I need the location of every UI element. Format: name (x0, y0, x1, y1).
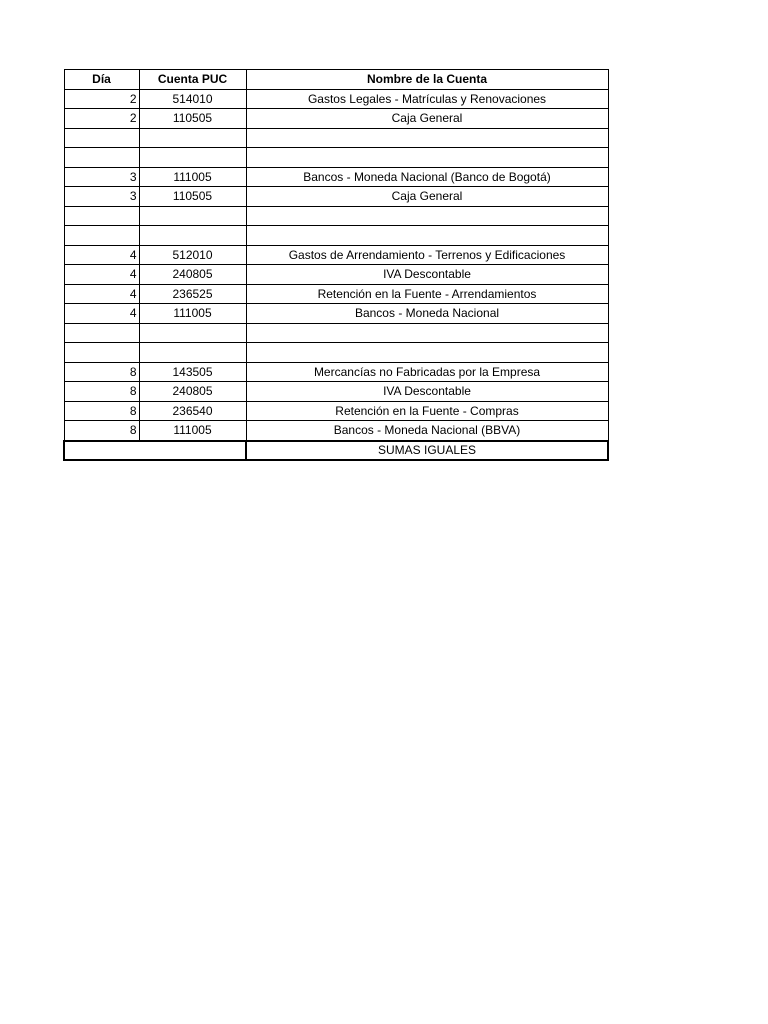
cuenta-cell: 240805 (139, 265, 246, 285)
dia-cell: 8 (64, 401, 139, 421)
nombre-cell: Bancos - Moneda Nacional (Banco de Bogotá) (246, 167, 608, 187)
totals-row (64, 441, 608, 460)
dia-cell: 4 (64, 304, 139, 324)
cuenta-cell: 111005 (139, 421, 246, 441)
cuenta-cell: 111005 (139, 167, 246, 187)
nombre-cell: Bancos - Moneda Nacional (BBVA) (246, 421, 608, 441)
nombre-cell (246, 343, 608, 363)
totals-blank-cell (64, 441, 246, 460)
cuenta-cell: 111005 (139, 304, 246, 324)
nombre-cell (246, 323, 608, 343)
cuenta-cell: 110505 (139, 187, 246, 207)
table-row (64, 245, 608, 265)
nombre-cell: Gastos Legales - Matrículas y Renovaciones (246, 89, 608, 109)
dia-cell: 3 (64, 187, 139, 207)
table-row (64, 323, 608, 343)
nombre-cell (246, 226, 608, 246)
header-row (64, 70, 608, 90)
cuenta-cell (139, 323, 246, 343)
journal-table (63, 69, 609, 461)
table-row (64, 382, 608, 402)
dia-cell: 2 (64, 109, 139, 129)
dia-cell: 8 (64, 362, 139, 382)
dia-cell (64, 323, 139, 343)
table-row (64, 362, 608, 382)
table-row (64, 148, 608, 168)
nombre-cell (246, 148, 608, 168)
cuenta-cell (139, 206, 246, 226)
cuenta-cell (139, 128, 246, 148)
table-row (64, 284, 608, 304)
nombre-cell: Caja General (246, 109, 608, 129)
table-row (64, 421, 608, 441)
table-row (64, 304, 608, 324)
nombre-cell: Retención en la Fuente - Compras (246, 401, 608, 421)
dia-cell (64, 343, 139, 363)
table-row (64, 343, 608, 363)
table-row (64, 226, 608, 246)
dia-cell: 4 (64, 265, 139, 285)
nombre-cell: Retención en la Fuente - Arrendamientos (246, 284, 608, 304)
cuenta-cell (139, 148, 246, 168)
nombre-cell: IVA Descontable (246, 382, 608, 402)
cuenta-cell: 110505 (139, 109, 246, 129)
header-nombre-cuenta: Nombre de la Cuenta (246, 70, 608, 90)
nombre-cell: Caja General (246, 187, 608, 207)
table-row (64, 128, 608, 148)
table-row (64, 167, 608, 187)
cuenta-cell: 514010 (139, 89, 246, 109)
table-row (64, 206, 608, 226)
dia-cell: 8 (64, 421, 139, 441)
table-row (64, 89, 608, 109)
cuenta-cell (139, 343, 246, 363)
dia-cell: 4 (64, 245, 139, 265)
dia-cell: 3 (64, 167, 139, 187)
header-cuenta-puc: Cuenta PUC (139, 70, 246, 90)
table-row (64, 187, 608, 207)
nombre-cell: IVA Descontable (246, 265, 608, 285)
dia-cell (64, 148, 139, 168)
dia-cell: 2 (64, 89, 139, 109)
header-dia: Día (64, 70, 139, 90)
table-body (64, 89, 608, 441)
table-row (64, 265, 608, 285)
nombre-cell: Gastos de Arrendamiento - Terrenos y Edificaciones (246, 245, 608, 265)
cuenta-cell: 240805 (139, 382, 246, 402)
cuenta-cell (139, 226, 246, 246)
cuenta-cell: 143505 (139, 362, 246, 382)
dia-cell: 8 (64, 382, 139, 402)
dia-cell (64, 128, 139, 148)
table-row (64, 401, 608, 421)
nombre-cell (246, 206, 608, 226)
nombre-cell (246, 128, 608, 148)
table-row (64, 109, 608, 129)
cuenta-cell: 236540 (139, 401, 246, 421)
totals-label: SUMAS IGUALES (246, 441, 608, 460)
dia-cell (64, 226, 139, 246)
dia-cell (64, 206, 139, 226)
nombre-cell: Bancos - Moneda Nacional (246, 304, 608, 324)
cuenta-cell: 236525 (139, 284, 246, 304)
nombre-cell: Mercancías no Fabricadas por la Empresa (246, 362, 608, 382)
cuenta-cell: 512010 (139, 245, 246, 265)
dia-cell: 4 (64, 284, 139, 304)
